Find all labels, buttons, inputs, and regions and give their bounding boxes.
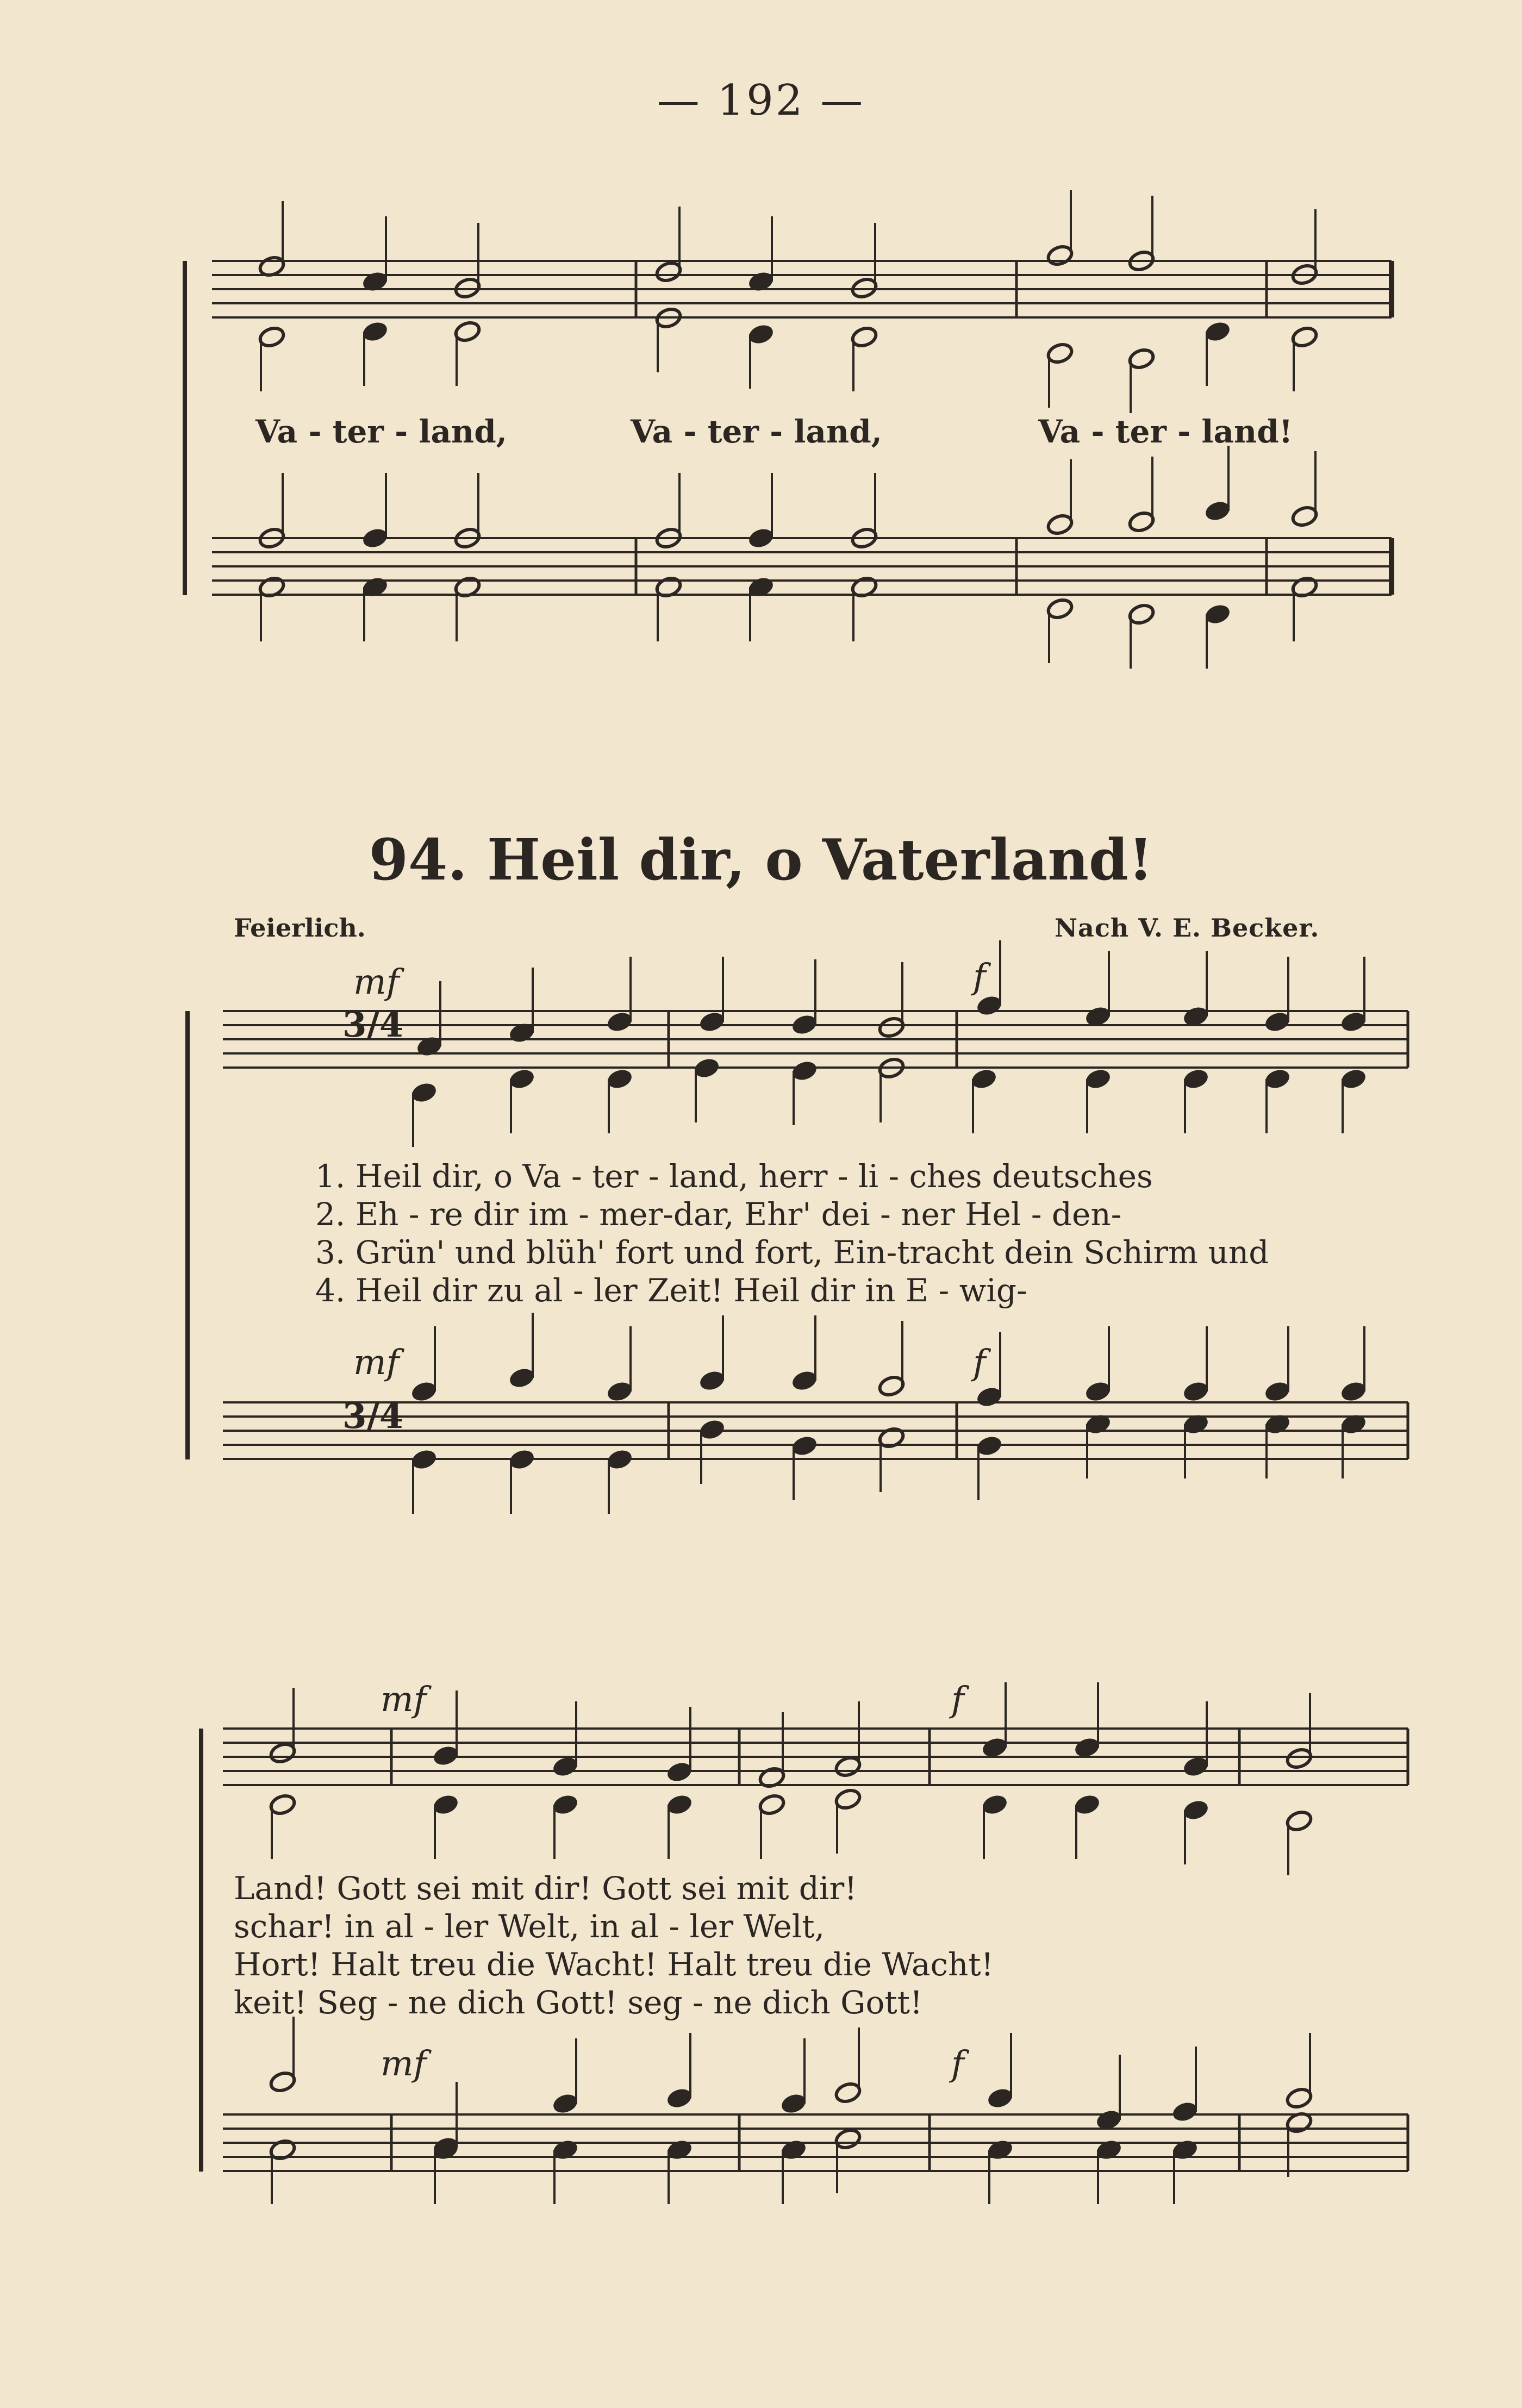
system1-lyric-2: Va - ter - land, xyxy=(631,413,882,450)
system1-lyric-3: Va - ter - land! xyxy=(1038,413,1293,450)
song-title xyxy=(0,826,1522,893)
dynamic-f-upper-s3: f xyxy=(951,1680,964,1720)
system2-verse-2: 2. Eh - re dir im - mer-dar, Ehr' dei - ner Hel - den- xyxy=(315,1196,1122,1233)
time-signature-lower: 3/4 xyxy=(342,1396,404,1437)
system1-lyric-1: Va - ter - land, xyxy=(255,413,507,450)
system3-verse-1: Land! Gott sei mit dir! Gott sei mit dir! xyxy=(234,1870,857,1907)
composer-attribution: Nach V. E. Becker. xyxy=(1055,913,1320,943)
dynamic-mf-upper: mf xyxy=(353,962,400,1002)
page-number: — 192 — xyxy=(657,76,865,125)
song-number: 94. xyxy=(369,826,467,893)
system3-verse-4: keit! Seg - ne dich Gott! seg - ne dich Gott! xyxy=(234,1984,923,2021)
system2-verse-3: 3. Grün' und blüh' fort und fort, Ein-tracht dein Schirm und xyxy=(315,1234,1269,1271)
system2-verse-1: 1. Heil dir, o Va - ter - land, herr - li - ches deutsches xyxy=(315,1158,1153,1195)
time-signature-upper: 3/4 xyxy=(342,1005,404,1045)
tempo-marking: Feierlich. xyxy=(234,913,366,943)
dynamic-mf-lower: mf xyxy=(353,1343,400,1383)
system3-verse-2: schar! in al - ler Welt, in al - ler Welt, xyxy=(234,1908,825,1945)
dynamic-mf-lower-s3: mf xyxy=(380,2044,427,2084)
system3-verse-3: Hort! Halt treu die Wacht! Halt treu die Wacht! xyxy=(234,1946,994,1983)
dynamic-f-lower: f xyxy=(973,1343,986,1383)
song-title-text: Heil dir, o Vaterland! xyxy=(486,826,1153,893)
dynamic-f-upper: f xyxy=(973,957,986,997)
system2-verse-4: 4. Heil dir zu al - ler Zeit! Heil dir in E - wig- xyxy=(315,1272,1027,1309)
dynamic-f-lower-s3: f xyxy=(951,2044,964,2084)
dynamic-mf-upper-s3: mf xyxy=(380,1680,427,1720)
